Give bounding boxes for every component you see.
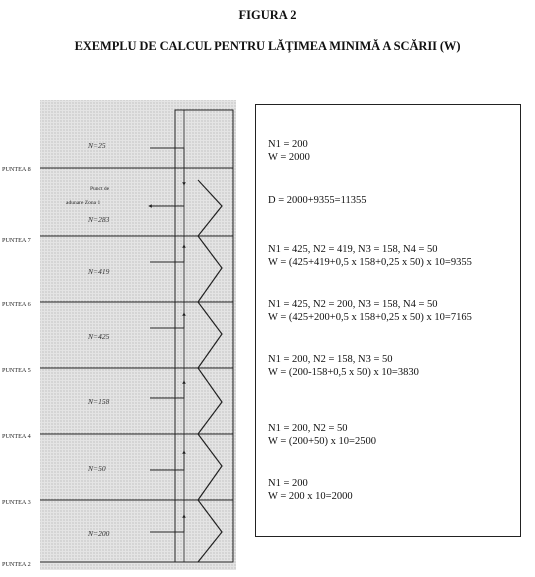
calc-line: W = 2000: [268, 151, 310, 163]
calc-line: W = (425+200+0,5 x 158+0,25 x 50) x 10=7165: [268, 311, 472, 323]
deck-label-2: PUNTEA 2: [2, 561, 31, 568]
calc-line: W = (200+50) x 10=2500: [268, 435, 376, 447]
assembly-note-1: Punct de: [90, 186, 110, 192]
deck-label-6: PUNTEA 6: [2, 301, 31, 308]
deck-label-4: PUNTEA 4: [2, 433, 31, 440]
calc-line: W = (200-158+0,5 x 50) x 10=3830: [268, 366, 419, 378]
deck-label-3: PUNTEA 3: [2, 499, 31, 506]
calc-block-deck-4: [268, 423, 376, 448]
calc-line: N1 = 200, N2 = 158, N3 = 50: [268, 354, 393, 365]
figure-number: FIGURA 2: [238, 8, 297, 22]
zone-label: N=283: [88, 215, 110, 224]
calc-line: N1 = 425, N2 = 419, N3 = 158, N4 = 50: [268, 244, 438, 255]
zone-label: N=200: [88, 529, 110, 538]
calc-block-deck-8: [268, 139, 310, 164]
figure-title: EXEMPLU DE CALCUL PENTRU LĂŢIMEA MINIMĂ A SCĂRII (W): [74, 39, 461, 53]
calc-line: N1 = 200, N2 = 50: [268, 423, 348, 434]
calc-line: W = (425+419+0,5 x 158+0,25 x 50) x 10=9355: [268, 256, 472, 268]
calc-block-deck-6: [268, 299, 472, 324]
calc-line: N1 = 200: [268, 478, 308, 489]
zone-label: N=425: [88, 332, 110, 341]
zone-label: N=50: [88, 464, 106, 473]
calc-line: D = 2000+9355=11355: [268, 195, 367, 206]
deck-label-5: PUNTEA 5: [2, 367, 31, 374]
zone-label: N=419: [88, 267, 110, 276]
deck-label-7: PUNTEA 7: [2, 237, 31, 244]
calc-block-deck-3: [268, 478, 353, 503]
calc-block-deck-7: [268, 244, 472, 269]
assembly-note-2: adunare Zona 1: [66, 200, 101, 206]
calc-line: N1 = 425, N2 = 200, N3 = 158, N4 = 50: [268, 299, 438, 310]
calculation-panel: [255, 104, 521, 537]
calc-block-deck-5: [268, 354, 419, 379]
deck-label-8: PUNTEA 8: [2, 166, 31, 173]
calc-line: W = 200 x 10=2000: [268, 490, 353, 502]
stair-diagram: [0, 96, 240, 574]
zone-label: N=25: [88, 141, 106, 150]
calc-block-total: [268, 195, 366, 208]
calc-line: N1 = 200: [268, 139, 308, 150]
zone-label: N=158: [88, 397, 110, 406]
